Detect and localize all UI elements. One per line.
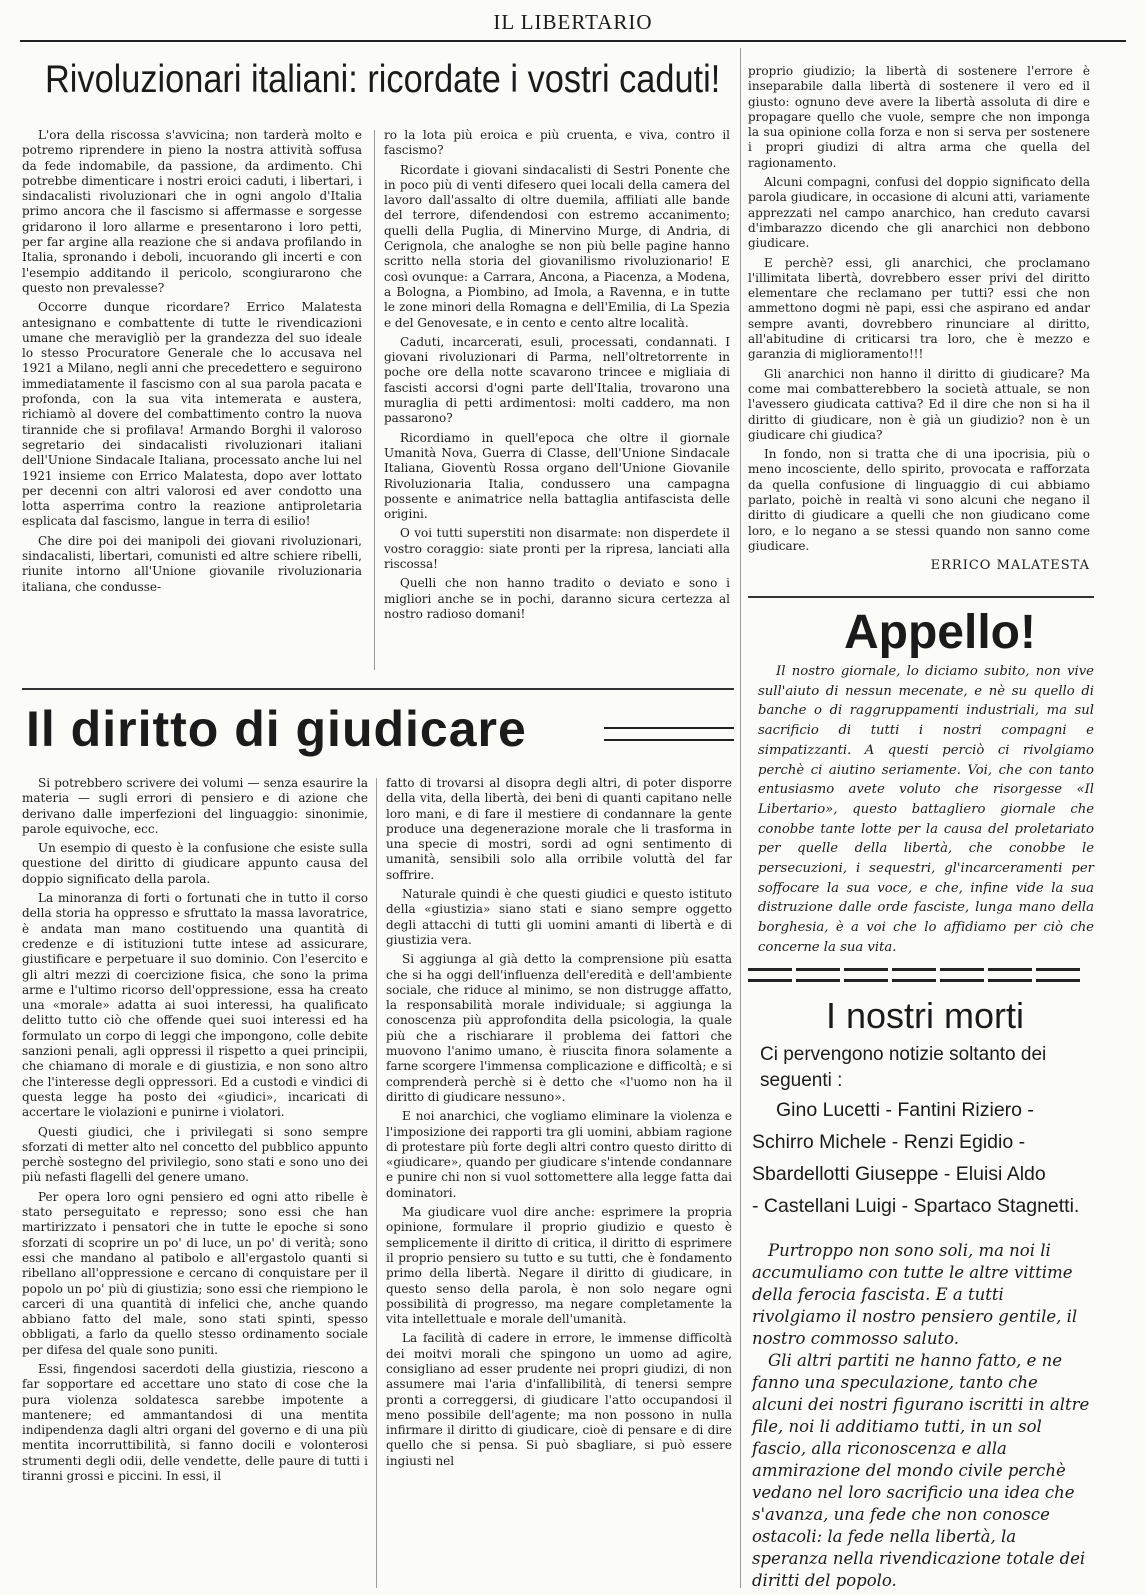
article1-title: Rivoluzionari italiani: ricordate i vostri caduti! [45, 58, 721, 101]
article1-paragraph: Ricordiamo in quell'epoca che oltre il giornale Umanità Nova, Guerra di Classe, dell'Unione Sindacale Italiana, Gioventù Rossa organo dell'Unione Giovanile Rivoluzionaria Italia, condussero una campagna possente e animatrice nella battaglia antifascista delle origini. [384, 430, 730, 522]
column-divider [740, 48, 741, 1588]
article2-paragraph: La minoranza di forti o fortunati che in tutto il corso della storia ha oppresso e sfruttato la massa lavoratrice, è andata man mano costituendo una quantità di credenze e di istituzioni tutte intese ad assicurare, giustificare e perpetuare il suo dominio. Con l'esercito e gli altri mezzi di coercizione fisica, che sono la prima arme e l'ultimo ricorso dell'oppressione, essa ha creato una «morale» adatta ai suoi interessi, ha qualificato delitto tutto ciò che offende quei suoi interessi ed ha formulato un corpo di leggi che impongono, colle debite sanzioni penali, agli oppressi il rispetto a quei principii, che chiamano di morale e di giustizia, e non sono altro che l'interesse degli oppressori. Ed a custodi e vindici di questa legge ha posto dei «giudici», incaricati di accertare le violazioni e punirne i violatori. [22, 891, 368, 1120]
article2-paragraph: Ma giudicare vuol dire anche: esprimere la propria opinione, formulare il proprio giudizio e questo è semplicemente il diritto di critica, il diritto di esprimere il proprio pensiero su tutto e su tutti, che è fondamento primo della libertà. Negare il diritto di giudicare, in questo senso della parola, è non solo negare ogni possibilità di progresso, ma negare completamente la vita intellettuale e morale dell'umanità. [386, 1205, 732, 1327]
article2-column-2 [386, 776, 732, 1591]
article2-paragraph: E noi anarchici, che vogliamo eliminare la violenza e l'imposizione dei rapporti tra gli uomini, abbiam ragione di protestare più forte degli altri contro questo diritto di «giudicare», quando per giudicare s'intende condannare e punire chi non si vuol sottomettere alla legge fatta dai dominatori. [386, 1109, 732, 1200]
appello-title: Appello! [844, 606, 1036, 659]
malatesta-paragraph: Gli anarchici non hanno il diritto di giudicare? Ma come mai combatterebbero la società attuale, se non l'avessero giudicata cattiva? Ed il dire che non si ha il diritto di giudicare, non è già un giudizio? non è un giudicare chi giudica? [748, 366, 1090, 442]
article1-column-1 [22, 128, 362, 673]
article2-paragraph: fatto di trovarsi al disopra degli altri, di poter disporre della vita, della libertà, dei beni di quanti capitano nelle loro mani, e di fare il mestiere di condannare la gente produce una degenerazione morale che li trasforma in una specie di mostri, sordi ad ogni sentimento di umanità, sensibili solo alla orribile voluttà del far soffrire. [386, 776, 732, 882]
article2-paragraph: Naturale quindi è che questi giudici e questo istituto della «giustizia» siano stati e siano sempre oggetto degli attacchi di tutti gli uomini amanti di libertà e di giustizia vera. [386, 887, 732, 947]
article1-paragraph: Che dire poi dei manipoli dei giovani rivoluzionari, sindacalisti, libertari, comunisti ed altre schiere ribelli, riunite intorno all'Unione giovanile rivoluzionaria italiana, che condusse- [22, 533, 362, 594]
section-rule [22, 688, 734, 690]
article1-paragraph: Occorre dunque ricordare? Errico Malatesta antesignano e combattente di tutte le rivendicazioni umane che meravigliò per la grandezza del suo ideale lo stesso Procuratore Generale che lo accusava nel 1921 a Milano, negli anni che precedettero e seguirono immediatamente il fascismo con al sua parola pacata e profonda, con la sua vita intemerata e austera, richiamò al dovere del combattimento contro la nuova tirannide che si profilava! Armando Borghi il valoroso segretario dei sindacalisti rivoluzionari italiani dell'Unione Sindacale Italiana, processato anche lui nel 1921 insieme con Errico Malatesta, dopo aver lottato per decenni con altri valorosi ed aver condotto una lotta asperrima contro la reazione antiproletaria esplicata dal fascismo, langue in terra di esilio! [22, 300, 362, 529]
column-divider [374, 130, 375, 670]
article2-title: Il diritto di giudicare [26, 701, 527, 757]
decorative-rule [604, 727, 734, 741]
signature: ERRICO MALATESTA [930, 558, 1090, 574]
article2-column-1 [22, 776, 368, 1591]
column-divider [376, 778, 377, 1588]
names-list [752, 1094, 1094, 1222]
malatesta-paragraph: E perchè? essi, gli anarchici, che proclamano l'illimitata libertà, dovrebbero esser privi del diritto elementare che reclamano per tutti? essi che non ammettono dogmi nè papi, essi che aspirano ed andar sempre avanti, dovrebbero rinunciare al diritto, all'abitudine di criticarsi tra loro, che è mezzo e garanzia di miglioramento!!! [748, 255, 1090, 362]
appello-text-block [758, 662, 1094, 962]
section-rule [748, 596, 1094, 598]
malatesta-paragraph: proprio giudizio; la libertà di sostenere l'errore è inseparabile dalla libertà di sostenere il vero ed il giusto: ognuno deve avere la libertà assoluta di dire e propagare quello che vuole, sempre che non imponga la sua opinione colla forza e non si serva per sostenere i propri giudizi di altra arma che quella del ragionamento. [748, 64, 1090, 170]
article2-paragraph: Si potrebbero scrivere dei volumi — senza esaurire la materia — sugli errori di pensiero e di azione che derivano dalle imperfezioni del linguaggio: sinonimie, parole equivoche, ecc. [22, 776, 368, 836]
article1-paragraph: O voi tutti superstiti non disarmate: non disperdete il vostro coraggio: siate pronti per la ripresa, lanciati alla riscossa! [384, 526, 730, 572]
names-line: Gino Lucetti - Fantini Riziero - [776, 1099, 1034, 1121]
names-line: - Castellani Luigi - Spartaco Stagnetti. [752, 1195, 1080, 1217]
morti-text-block [752, 1240, 1092, 1590]
article1-paragraph: Ricordate i giovani sindacalisti di Sestri Ponente che in poco più di venti difesero quei locali della camera del lavoro dall'assalto di oltre duemila, affiliati alle bande del terrore, difendendosi con estremo accanimento; quelli della Puglia, di Minervino Murge, di Andria, di Cerignola, che analoghe se non più belle pagine hanno scritto nella storia del giovanilismo rivoluzionario! E così ovunque: a Carrara, Ancona, a Piacenza, a Modena, a Bologna, a Piombino, ad Imola, a Ravenna, e in tutte le zone minori della Romagna e dell'Emilia, di La Spezia e del Genovesate, e in cento e cento altre località. [384, 162, 730, 330]
names-line: Schirro Michele - Renzi Egidio - [752, 1131, 1026, 1153]
article2-paragraph: Si aggiunga al già detto la comprensione più esatta che si ha oggi dell'influenza dell'eredità e dell'ambiente sociale, che riduce al minimo, se non distrugge affatto, la responsabilità morale individuale; si aggiunga la conoscenza più approfondita della psicologia, la quale più che a rischiarare il problema dei fattori che muovono l'animo umano, è riuscita finora solamente a farne scorgere l'immensa complicazione e difficoltà; e si comprenderà perchè si è detto che «l'uomo non ha il diritto di giudicare nessuno». [386, 952, 732, 1104]
morti-title: I nostri morti [825, 995, 1025, 1036]
malatesta-paragraph: In fondo, non si tratta che di una ipocrisia, più o meno incosciente, dello spirito, provocata e rafforzata da quella confusione di linguaggio di cui abbiamo parlato, poichè in realtà vi sono alcuni che negano il diritto di giudicare a quelli che non giudicano come loro, e lo negano a se stessi quando non sanno come giudicare. [748, 447, 1090, 553]
names-line: Sbardellotti Giuseppe - Eluisi Aldo [752, 1163, 1046, 1185]
article1-paragraph: Quelli che non hanno tradito o deviato e sono i migliori anche se in pochi, daranno sicura certezza al nostro radioso domani! [384, 576, 730, 621]
article2-paragraph: Per opera loro ogni pensiero ed ogni atto ribelle è stato perseguitato e represso; sono essi che han martirizzato i pensatori che in tutte le epoche si sono sforzati di scoprire un po' di luce, un po' di verità; sono essi che mandano al patibolo e all'ergastolo quanti si ribellano all'oppressione e cercano di conquistare per il popolo un po' più di giustizia; sono essi che riempiono le carceri di una quantità di infelici che, anche quando abbiano fatto del male, sono stati spinti, spesso obbligati, a farlo da quello stesso ordinamento sociale per difesa del quale sono puniti. [22, 1189, 368, 1357]
article2-paragraph: Essi, fingendosi sacerdoti della giustizia, riescono a far sopportare ed accettare uno stato di cose che la pura violenza soldatesca sarebbe impotente a mantenere; ed ammantandosi di una mentita indipendenza dagli altri organi del governo e di una più mentita incorruttibilità, si fanno docili e volonterosi strumenti degli odii, delle vendette, delle paure di tutti i tiranni grossi e piccini. In essi, il [22, 1361, 368, 1484]
decorative-rule [748, 968, 1080, 982]
article1-paragraph: Caduti, incarcerati, esuli, processati, condannati. I giovani rivoluzionari di Parma, nell'oltretorrente in poche ore della notte scavarono trincee e migliaia di fascisti accorsi d'ogni parte dell'Italia, trovarono una muraglia di petti ardimentosi: molti caddero, ma non passarono? [384, 334, 730, 426]
morti-paragraph: Purtroppo non sono soli, ma noi li accumuliamo con tutte le altre vittime della ferocia fascista. E a tutti rivolgiamo il nostro pensiero gentile, il nostro commosso saluto. [752, 1241, 1078, 1348]
article2-paragraph: La facilità di cadere in errore, le immense difficoltà dei moitvi morali che spingono un uomo ad agire, consigliano ad esser prudente nei propri giudizi, di non assumere mai l'aria d'infallibilità, di tenersi sempre pronti a correggersi, di giudicare l'atto occupandosi il meno possibile dell'agente; ma non possono in nulla infirmare il diritto di giudicare, cioè di pensare e di dire quello che si pensa. Si può sbagliare, si può essere ingiusti nel [386, 1331, 732, 1468]
appello-text: Il nostro giornale, lo diciamo subito, non vive sull'aiuto di nessun mecenate, e nè su quello di banche o di raggruppamenti industriali, ma sul sacrificio di tutti i nostri compagni e simpatizzanti. A questi perciò ci rivolgiamo perchè ci aiutino seriamente. Voi, che con tanto entusiasmo avete voluto che risorgesse «Il Libertario», questo battagliero giornale che conobbe tante lotte per la causa del proletariato per quelle della libertà, che conobbe le persecuzioni, i sequestri, gl'incarceramenti per soffocare la sua voce, e che, infine vide la sua distruzione dalle orde fasciste, lunga mano della borghesia, è a voi che lo affidiamo per ciò che concerne la sua vita. [758, 664, 1094, 955]
masthead: IL LIBERTARIO [20, 4, 1126, 42]
article2-paragraph: Questi giudici, che i privilegati si sono sempre sforzati di metter alto nel concetto del pubblico appunto perchè sostegno del privilegio, sono stati e sono uno dei più nefasti flagelli del genere umano. [22, 1124, 368, 1185]
article1-column-2 [384, 128, 730, 673]
morti-intro: Ci pervengono notizie soltanto dei seguenti : [760, 1044, 1047, 1091]
malatesta-paragraph: Alcuni compagni, confusi del doppio significato della parola giudicare, in occasione di alcuni atti, variamente apprezzati nel campo anarchico, han creduto cavarsi d'imbarazzo dicendo che gli anarchici non debbono giudicare. [748, 175, 1090, 251]
morti-paragraph: Gli altri partiti ne hanno fatto, e ne fanno una speculazione, tanto che alcuni dei nostri figurano iscritti in altre file, noi li additiamo tutti, in un sol fascio, alla riconoscenza e alla ammirazione del mondo civile perchè vedano nel loro sacrificio una idea che s'avanza, una fede che non conosce ostacoli: la fede nella libertà, la speranza nella rivendicazione totale dei diritti del popolo. [752, 1351, 1090, 1590]
malatesta-continuation [748, 64, 1090, 584]
article2-paragraph: Un esempio di questo è la confusione che esiste sulla questione del diritto di giudicare appunto causa del doppio significato della parola. [22, 841, 368, 886]
article1-paragraph: L'ora della riscossa s'avvicina; non tarderà molto e potremo riprendere in pieno la nostra attività soffusa da fede indomabile, da passione, da ardimento. Chi potrebbe dimenticare i nostri eroici caduti, i libertari, i sindacalisti rivoluzionari che in ogni angolo d'Italia primo ancora che il fascismo si affermasse e sorgesse gridarono il loro allarme e presentarono i loro petti, per far argine alla reazione che si andava profilando in Italia, spronando i deboli, incuorando gli incerti e con l'esempio additando il pericolo, scongiurarono che questo non prevalesse? [22, 128, 362, 295]
article1-paragraph: ro la lota più eroica e più cruenta, e viva, contro il fascismo? [384, 128, 730, 158]
